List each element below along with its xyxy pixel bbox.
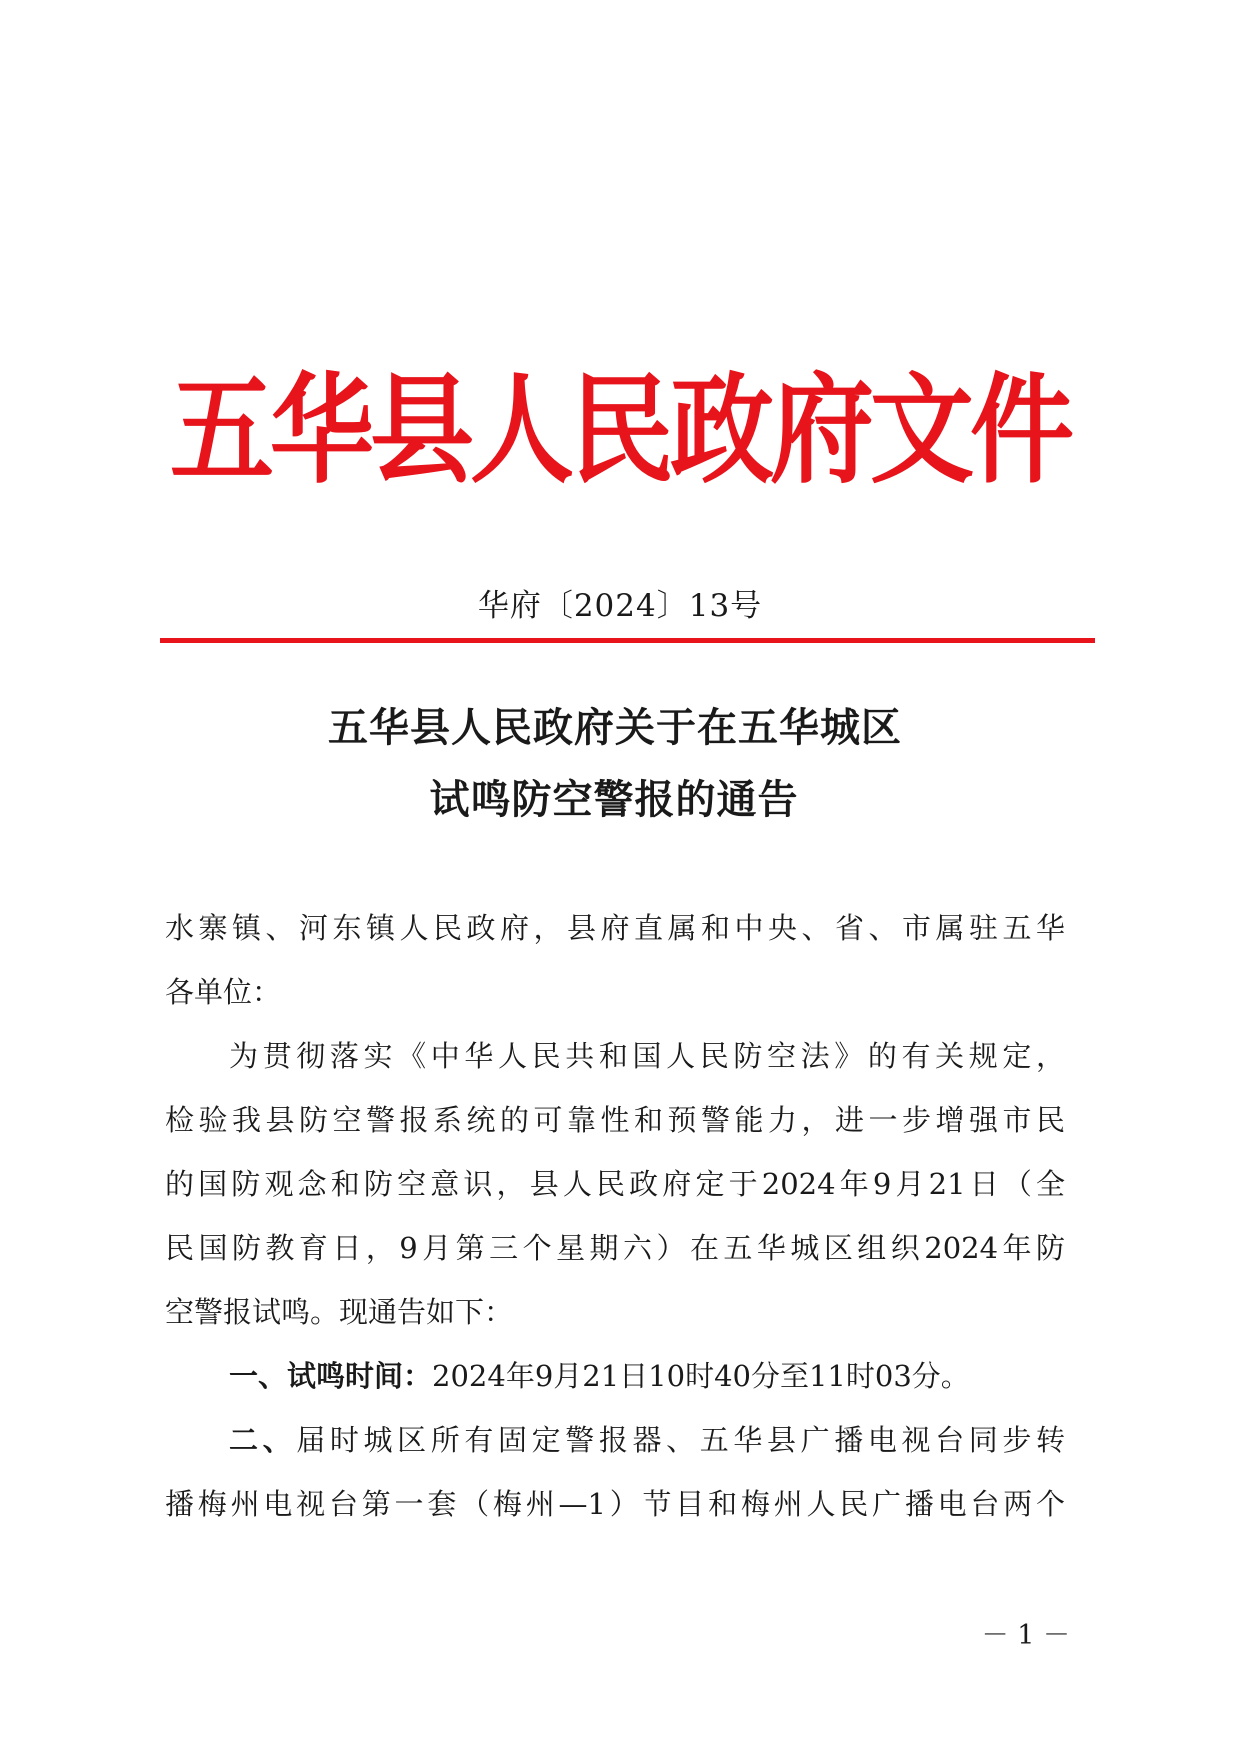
addressee-line2: 各单位：: [165, 975, 282, 1009]
item2-label: 二、: [229, 1423, 297, 1457]
intro-line2: 检验我县防空警报系统的可靠性和预警能力，进一步增强市民: [165, 1103, 1065, 1137]
page-number: － 1 －: [981, 1620, 1070, 1651]
intro-line1: 为贯彻落实《中华人民共和国人民防空法》的有关规定，: [229, 1039, 1065, 1073]
intro-line5: 空警报试鸣。现通告如下：: [165, 1295, 514, 1329]
addressee-line1: 水寨镇、河东镇人民政府，县府直属和中央、省、市属驻五华: [165, 911, 1065, 945]
notice-title-line1: 五华县人民政府关于在五华城区: [328, 704, 902, 751]
item2-line2: 播梅州电视台第一套（梅州—1）节目和梅州人民广播电台两个: [165, 1487, 1065, 1521]
intro-line4: 民国防教育日，9月第三个星期六）在五华城区组织2024年防: [165, 1231, 1065, 1265]
document-number: 华府〔2024〕13号: [477, 588, 763, 624]
intro-line3: 的国防观念和防空意识，县人民政府定于2024年9月21日（全: [165, 1167, 1065, 1201]
item1-text: 2024年9月21日10时40分至11时03分。: [432, 1359, 970, 1393]
item1-paragraph: [229, 1356, 1065, 1396]
notice-title-line2: 试鸣防空警报的通告: [429, 776, 799, 823]
item2-text: 届时城区所有固定警报器、五华县广播电视台同步转: [296, 1423, 1065, 1457]
document-masthead: 五华县人民政府文件: [169, 359, 1070, 501]
item1-label: 一、试鸣时间：: [229, 1359, 433, 1393]
item2-line1: [229, 1420, 1065, 1460]
red-separator-line: [160, 638, 1095, 643]
